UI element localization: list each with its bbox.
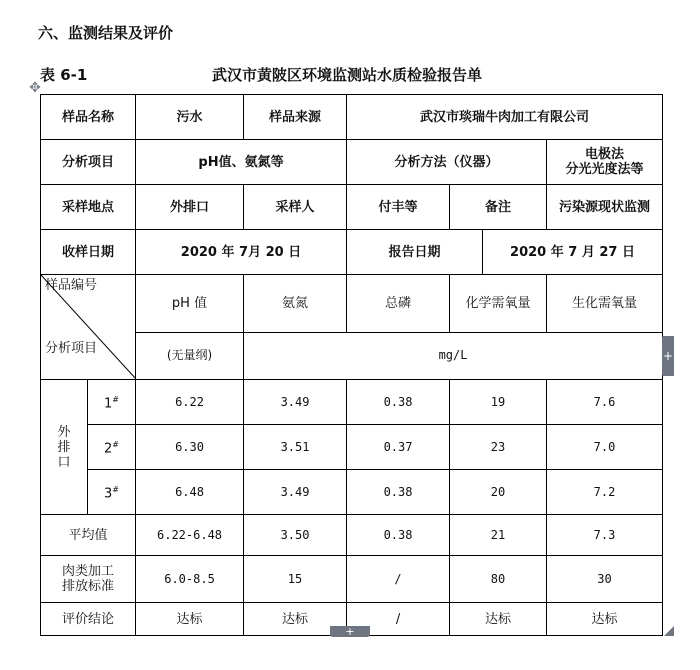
diagonal-header-cell <box>41 275 136 380</box>
col-ph: pH 值 <box>136 275 244 333</box>
location-char-1: 外 <box>57 424 71 440</box>
location-char-2: 排 <box>57 439 71 455</box>
sample-no-value: 3 <box>104 486 113 502</box>
avg-tp: 0.38 <box>347 515 450 556</box>
sampler-value: 付丰等 <box>347 185 450 230</box>
conclusion-label: 评价结论 <box>41 603 136 636</box>
table-title: 武汉市黄陂区环境监测站水质检验报告单 <box>212 66 483 84</box>
cell-bod: 7.6 <box>547 380 663 425</box>
row-dates <box>41 230 663 275</box>
conclusion-bod: 达标 <box>547 603 663 636</box>
add-row-button[interactable]: + <box>330 626 370 637</box>
method-value <box>547 140 663 185</box>
diag-bottom-label: 分析项目 <box>45 341 98 356</box>
cell-ph: 6.22 <box>136 380 244 425</box>
conclusion-nh3n: 达标 <box>244 603 347 636</box>
sample-no-value: 2 <box>104 441 113 457</box>
cell-ph: 6.30 <box>136 425 244 470</box>
analysis-item-label: 分析项目 <box>41 140 136 185</box>
cell-cod: 20 <box>450 470 547 515</box>
cell-cod: 19 <box>450 380 547 425</box>
move-cross-icon[interactable]: ✥ <box>29 80 41 96</box>
std-label <box>41 556 136 603</box>
conclusion-tp: / <box>347 603 450 636</box>
report-date-label: 报告日期 <box>347 230 483 275</box>
table-number: 表 6-1 <box>40 66 88 84</box>
receive-date-label: 收样日期 <box>41 230 136 275</box>
report-date-value: 2020 年 7 月 27 日 <box>483 230 663 275</box>
sample-no <box>88 470 136 515</box>
method-line-2: 分光光度法等 <box>565 162 644 177</box>
sample-no-value: 1 <box>104 396 113 412</box>
sample-no-mark: # <box>112 485 119 495</box>
table-row <box>41 470 663 515</box>
avg-nh3n: 3.50 <box>244 515 347 556</box>
conclusion-ph: 达标 <box>136 603 244 636</box>
unit-ph: (无量纲) <box>136 332 244 379</box>
sample-no-mark: # <box>112 440 119 450</box>
std-ph: 6.0-8.5 <box>136 556 244 603</box>
cell-nh3n: 3.49 <box>244 380 347 425</box>
row-sampling <box>41 185 663 230</box>
unit-mgl: mg/L <box>244 332 663 379</box>
sample-no <box>88 425 136 470</box>
row-sample-name <box>41 95 663 140</box>
sample-name-label: 样品名称 <box>41 95 136 140</box>
add-column-button[interactable]: + <box>662 336 674 376</box>
analysis-item-value: pH值、氨氮等 <box>136 140 347 185</box>
avg-label: 平均值 <box>41 515 136 556</box>
row-average <box>41 515 663 556</box>
col-cod: 化学需氧量 <box>450 275 547 333</box>
row-standard <box>41 556 663 603</box>
std-bod: 30 <box>547 556 663 603</box>
table-row <box>41 380 663 425</box>
site-label: 采样地点 <box>41 185 136 230</box>
std-tp: / <box>347 556 450 603</box>
site-value: 外排口 <box>136 185 244 230</box>
std-cod: 80 <box>450 556 547 603</box>
resize-corner-icon[interactable] <box>664 626 674 636</box>
cell-tp: 0.38 <box>347 470 450 515</box>
method-line-1: 电极法 <box>585 147 625 162</box>
cell-bod: 7.0 <box>547 425 663 470</box>
remark-label: 备注 <box>450 185 547 230</box>
sample-no-mark: # <box>112 395 119 405</box>
avg-cod: 21 <box>450 515 547 556</box>
conclusion-cod: 达标 <box>450 603 547 636</box>
section-heading: 六、监测结果及评价 <box>38 24 174 42</box>
col-bod: 生化需氧量 <box>547 275 663 333</box>
col-nh3n: 氨氮 <box>244 275 347 333</box>
cell-tp: 0.37 <box>347 425 450 470</box>
sample-no <box>88 380 136 425</box>
avg-ph: 6.22-6.48 <box>136 515 244 556</box>
cell-nh3n: 3.49 <box>244 470 347 515</box>
cell-tp: 0.38 <box>347 380 450 425</box>
method-label: 分析方法（仪器） <box>347 140 547 185</box>
cell-nh3n: 3.51 <box>244 425 347 470</box>
std-label-line-2: 排放标准 <box>62 579 115 594</box>
sample-name-value: 污水 <box>136 95 244 140</box>
location-char-3: 口 <box>57 454 71 470</box>
col-tp: 总磷 <box>347 275 450 333</box>
row-analysis <box>41 140 663 185</box>
std-label-line-1: 肉类加工 <box>62 564 115 579</box>
row-columns <box>41 275 663 333</box>
remark-value: 污染源现状监测 <box>547 185 663 230</box>
std-nh3n: 15 <box>244 556 347 603</box>
report-table <box>40 94 663 636</box>
cell-bod: 7.2 <box>547 470 663 515</box>
diag-top-label: 样品编号 <box>45 278 98 293</box>
avg-bod: 7.3 <box>547 515 663 556</box>
receive-date-value: 2020 年 7月 20 日 <box>136 230 347 275</box>
location-cell <box>41 380 88 515</box>
cell-ph: 6.48 <box>136 470 244 515</box>
table-row <box>41 425 663 470</box>
sample-source-label: 样品来源 <box>244 95 347 140</box>
cell-cod: 23 <box>450 425 547 470</box>
sample-source-value: 武汉市琰瑞牛肉加工有限公司 <box>347 95 663 140</box>
sampler-label: 采样人 <box>244 185 347 230</box>
